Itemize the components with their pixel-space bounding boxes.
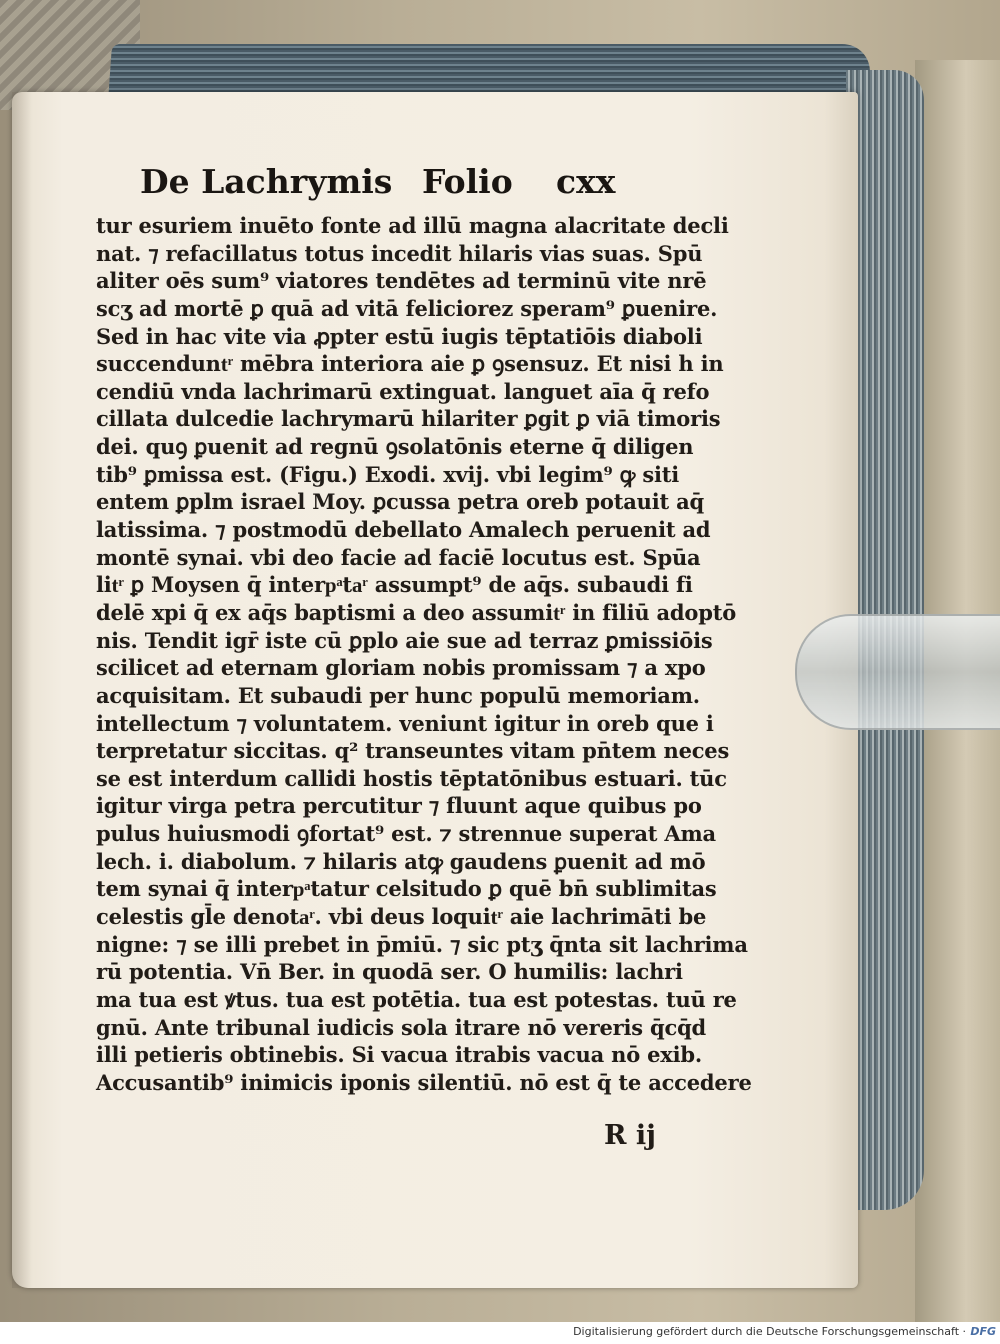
text-line: celestis gl̄e denotaͬ. vbi deus loquitͬ aie lachrimāti be [96,904,707,930]
text-line: dei. quꝯ ꝑuenit ad regnū ꝯsolatōnis eterne q̄ diligen [96,434,694,460]
text-line: succenduntͬ mēbra interiora aie ꝑ ꝯsensuz. Et nisi h in [96,351,724,377]
page-gutter-shadow [12,92,32,1288]
text-line: acquisitam. Et subaudi per hunc populū memoriam. [96,682,700,708]
text-line: nigne: ⁊ se illi prebet in p̄miū. ⁊ sic ptʒ q̄nta sit lachrima [96,931,748,957]
text-line: latissima. ⁊ postmodū debellato Amalech peruenit ad [96,517,711,543]
text-line: tur esuriem inuēto fonte ad illū magna alacritate decli [96,213,729,238]
text-line: intellectum ⁊ voluntatem. veniunt igitur in oreb que i [96,710,714,736]
text-line: delē xpi q̄ ex aq̄s baptismi a deo assumitͬ in filiū adoptō [96,599,737,625]
dfg-logo: DFG [970,1325,996,1338]
text-line: igitur virga petra percutitur ⁊ fluunt aque quibus po [96,793,702,819]
signature-mark: R ij [604,1120,656,1151]
text-line: se est interdum callidi hostis tēptatōnibus estuari. tūc [96,765,727,791]
text-line: nis. Tendit igr̄ iste cū ꝑplo aie sue ad terraz ꝑmissiōis [96,627,713,653]
text-line: terpretatur siccitas. q² transeuntes vitam pn̄tem neces [96,738,730,764]
text-line: cillata dulcedie lachrymarū hilariter ꝑgit ꝑ viā timoris [96,406,721,432]
text-line: litͬ ꝑ Moysen q̄ interpͣtaͬ assumpt⁹ de aq̄s. subaudi fi [96,572,693,598]
text-line: tem synai q̄ interpͣtatur celsitudo ꝑ quē bn̄ sublimitas [96,876,717,902]
text-line: scʒ ad mortē ꝑ quā ad vitā feliciorez speram⁹ ꝑuenire. [96,295,718,321]
text-line: rū potentia. Vn̄ Ber. in quodā ser. O humilis: lachri [96,959,683,985]
text-line: Accusantib⁹ inimicis iponis silentiū. nō est q̄ te accedere [96,1069,752,1095]
text-line: cendiū vnda lachrimarū extinguat. languet aīa q̄ refo [96,378,710,404]
text-line: illi petieris obtinebis. Si vacua itrabis vacua nō exib. [96,1042,702,1068]
text-line: gnū. Ante tribunal iudicis sola itrare nō vereris q̄cq̄d [96,1014,707,1040]
text-line: entem ꝑplm israel Moy. ꝑcussa petra oreb potauit aq̄ [96,489,704,515]
text-line: nat. ⁊ refacillatus totus incedit hilaris vias suas. Spū [96,240,703,266]
text-line: aliter oēs sum⁹ viatores tendētes ad terminū vite nrē [96,268,707,294]
footer-credit: Digitalisierung gefördert durch die Deutsche Forschungsgemeinschaft · [573,1325,966,1338]
running-head-title: De Lachrymis [140,162,393,201]
text-block [96,212,752,1097]
text-line: tib⁹ ꝑmissa est. (Figu.) Exodi. xvij. vbi legim⁹ ꝙ siti [96,461,679,487]
footer-bar [0,1322,1000,1344]
text-line: Sed in hac vite via ꝓpter estū iugis tēptatiōis diaboli [96,323,703,349]
running-head-folio-number: cxx [556,162,616,201]
text-line: montē synai. vbi deo facie ad faciē locutus est. Spūa [96,544,701,570]
running-head [140,162,640,202]
text-line: scilicet ad eternam gloriam nobis promissam ⁊ a xpo [96,655,706,681]
glass-page-clip [795,614,1000,730]
text-line: lech. i. diabolum. ⁊ hilaris atꝙ gaudens ꝑuenit ad mō [96,848,706,874]
text-line: ma tua est ꝟtus. tua est potētia. tua est potestas. tuū re [96,986,737,1012]
text-line: pulus huiusmodi ꝯfortat⁹ est. ⁊ strennue superat Ama [96,821,716,847]
running-head-folio-label: Folio [422,162,513,201]
